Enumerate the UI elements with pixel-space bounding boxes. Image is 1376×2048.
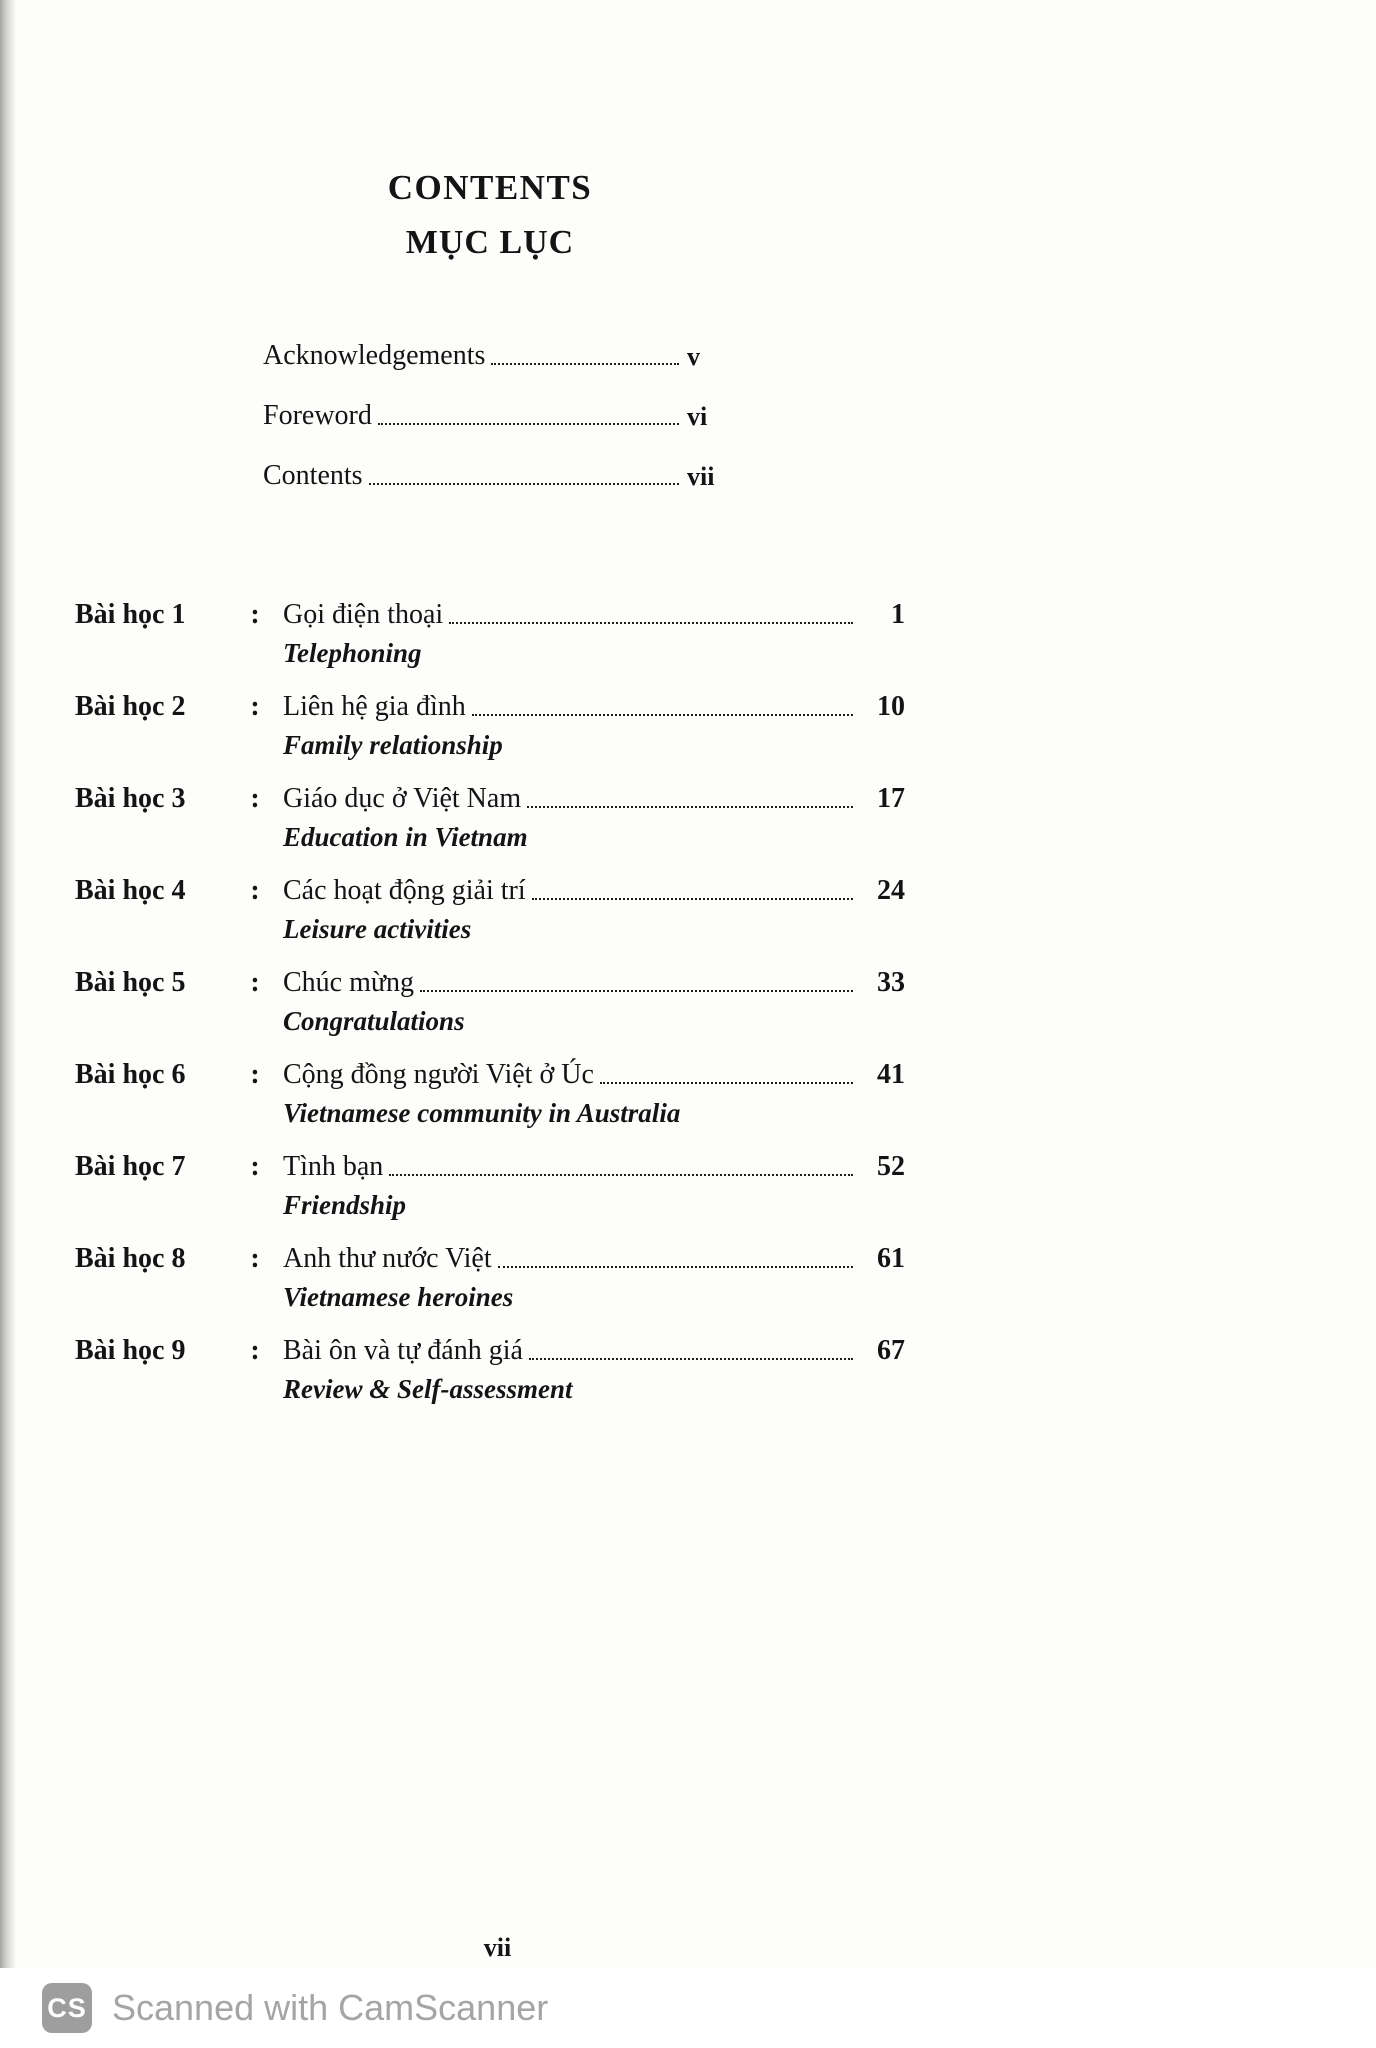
dotted-leader bbox=[532, 898, 853, 900]
lesson-colon: : bbox=[250, 691, 260, 722]
toc-lesson-row bbox=[75, 1058, 905, 1130]
lesson-page-number: 24 bbox=[877, 875, 905, 906]
lesson-title: Giáo dục ở Việt Nam bbox=[283, 783, 522, 814]
lesson-subtitle: Review & Self-assessment bbox=[283, 1374, 573, 1404]
lesson-title: Chúc mừng bbox=[283, 967, 415, 998]
dotted-leader bbox=[527, 806, 853, 808]
toc-lesson-row bbox=[75, 1150, 905, 1222]
dotted-leader bbox=[420, 990, 853, 992]
lesson-entry bbox=[283, 1058, 905, 1130]
front-matter-row bbox=[263, 454, 737, 492]
lesson-page-number: 52 bbox=[877, 1151, 905, 1182]
lesson-title: Các hoạt động giải trí bbox=[283, 875, 526, 906]
front-matter-page-number: vii bbox=[687, 462, 715, 491]
front-matter-list bbox=[263, 334, 737, 514]
dotted-leader bbox=[529, 1358, 853, 1360]
title-muc-luc: MỤC LỤC bbox=[405, 224, 575, 261]
lesson-entry bbox=[283, 966, 905, 1038]
front-matter-label: Acknowledgements bbox=[263, 340, 486, 371]
lesson-page-number: 33 bbox=[877, 967, 905, 998]
lesson-title: Tình bạn bbox=[283, 1151, 384, 1182]
lesson-colon: : bbox=[250, 1243, 260, 1274]
lesson-subtitle: Leisure activities bbox=[283, 914, 472, 944]
lesson-page-number: 61 bbox=[877, 1243, 905, 1274]
lesson-subtitle: Vietnamese community in Australia bbox=[283, 1098, 681, 1128]
dotted-leader bbox=[369, 483, 679, 485]
lesson-colon: : bbox=[250, 1335, 260, 1366]
front-matter-page-number: vi bbox=[687, 402, 708, 431]
dotted-leader bbox=[449, 622, 853, 624]
lesson-label: Bài học 9 bbox=[75, 1335, 186, 1366]
front-matter-row bbox=[263, 334, 737, 372]
lesson-colon: : bbox=[250, 599, 260, 630]
toc-lesson-row bbox=[75, 966, 905, 1038]
title-contents: CONTENTS bbox=[387, 168, 593, 207]
page-title bbox=[0, 168, 980, 262]
lesson-entry bbox=[283, 1242, 905, 1314]
toc-lesson-row bbox=[75, 1334, 905, 1406]
dotted-leader bbox=[472, 714, 853, 716]
camscanner-watermark-text: Scanned with CamScanner bbox=[112, 1987, 549, 2028]
front-matter-page-number: v bbox=[687, 342, 700, 371]
lesson-label: Bài học 1 bbox=[75, 599, 186, 630]
lesson-page-number: 17 bbox=[877, 783, 905, 814]
lesson-entry bbox=[283, 1334, 905, 1406]
front-matter-label: Foreword bbox=[263, 400, 372, 431]
lesson-colon: : bbox=[250, 1151, 260, 1182]
lesson-page-number: 10 bbox=[877, 691, 905, 722]
lesson-page-number: 67 bbox=[877, 1335, 905, 1366]
lesson-label: Bài học 6 bbox=[75, 1059, 186, 1090]
lesson-subtitle: Vietnamese heroines bbox=[283, 1282, 514, 1312]
camscanner-logo-icon: CS bbox=[42, 1983, 92, 2033]
front-matter-row bbox=[263, 394, 737, 432]
front-matter-label: Contents bbox=[263, 460, 363, 491]
lesson-title: Gọi điện thoại bbox=[283, 599, 444, 630]
toc-lesson-row bbox=[75, 874, 905, 946]
dotted-leader bbox=[389, 1174, 853, 1176]
lesson-label: Bài học 8 bbox=[75, 1243, 186, 1274]
lesson-colon: : bbox=[250, 1059, 260, 1090]
lesson-colon: : bbox=[250, 783, 260, 814]
lesson-subtitle: Friendship bbox=[283, 1190, 407, 1220]
lesson-label: Bài học 7 bbox=[75, 1151, 186, 1182]
toc-lesson-row bbox=[75, 690, 905, 762]
toc-lesson-row bbox=[75, 782, 905, 854]
lesson-label: Bài học 2 bbox=[75, 691, 186, 722]
lesson-colon: : bbox=[250, 875, 260, 906]
scan-edge-artifact bbox=[0, 0, 16, 2048]
dotted-leader bbox=[600, 1082, 853, 1084]
lesson-label: Bài học 3 bbox=[75, 783, 186, 814]
lesson-colon: : bbox=[250, 967, 260, 998]
camscanner-watermark bbox=[0, 1968, 1376, 2048]
toc-lesson-row bbox=[75, 598, 905, 670]
lesson-label: Bài học 5 bbox=[75, 967, 186, 998]
lesson-subtitle: Congratulations bbox=[283, 1006, 465, 1036]
lesson-title: Cộng đồng người Việt ở Úc bbox=[283, 1059, 594, 1090]
lesson-subtitle: Education in Vietnam bbox=[283, 822, 528, 852]
toc-lesson-row bbox=[75, 1242, 905, 1314]
folio-page-number: vii bbox=[483, 1933, 512, 1962]
lesson-title: Liên hệ gia đình bbox=[283, 691, 466, 722]
lesson-subtitle: Telephoning bbox=[283, 638, 422, 668]
dotted-leader bbox=[491, 363, 679, 365]
dotted-leader bbox=[498, 1266, 853, 1268]
lesson-page-number: 41 bbox=[877, 1059, 905, 1090]
lesson-label: Bài học 4 bbox=[75, 875, 186, 906]
lesson-subtitle: Family relationship bbox=[283, 730, 503, 760]
lesson-title: Bài ôn và tự đánh giá bbox=[283, 1335, 523, 1366]
lesson-entry bbox=[283, 874, 905, 946]
lesson-entry bbox=[283, 1150, 905, 1222]
lesson-entry bbox=[283, 690, 905, 762]
dotted-leader bbox=[378, 423, 679, 425]
lesson-page-number: 1 bbox=[891, 599, 905, 630]
lesson-entry bbox=[283, 598, 905, 670]
lesson-toc-list bbox=[75, 598, 905, 1426]
lesson-title: Anh thư nước Việt bbox=[283, 1243, 492, 1274]
lesson-entry bbox=[283, 782, 905, 854]
